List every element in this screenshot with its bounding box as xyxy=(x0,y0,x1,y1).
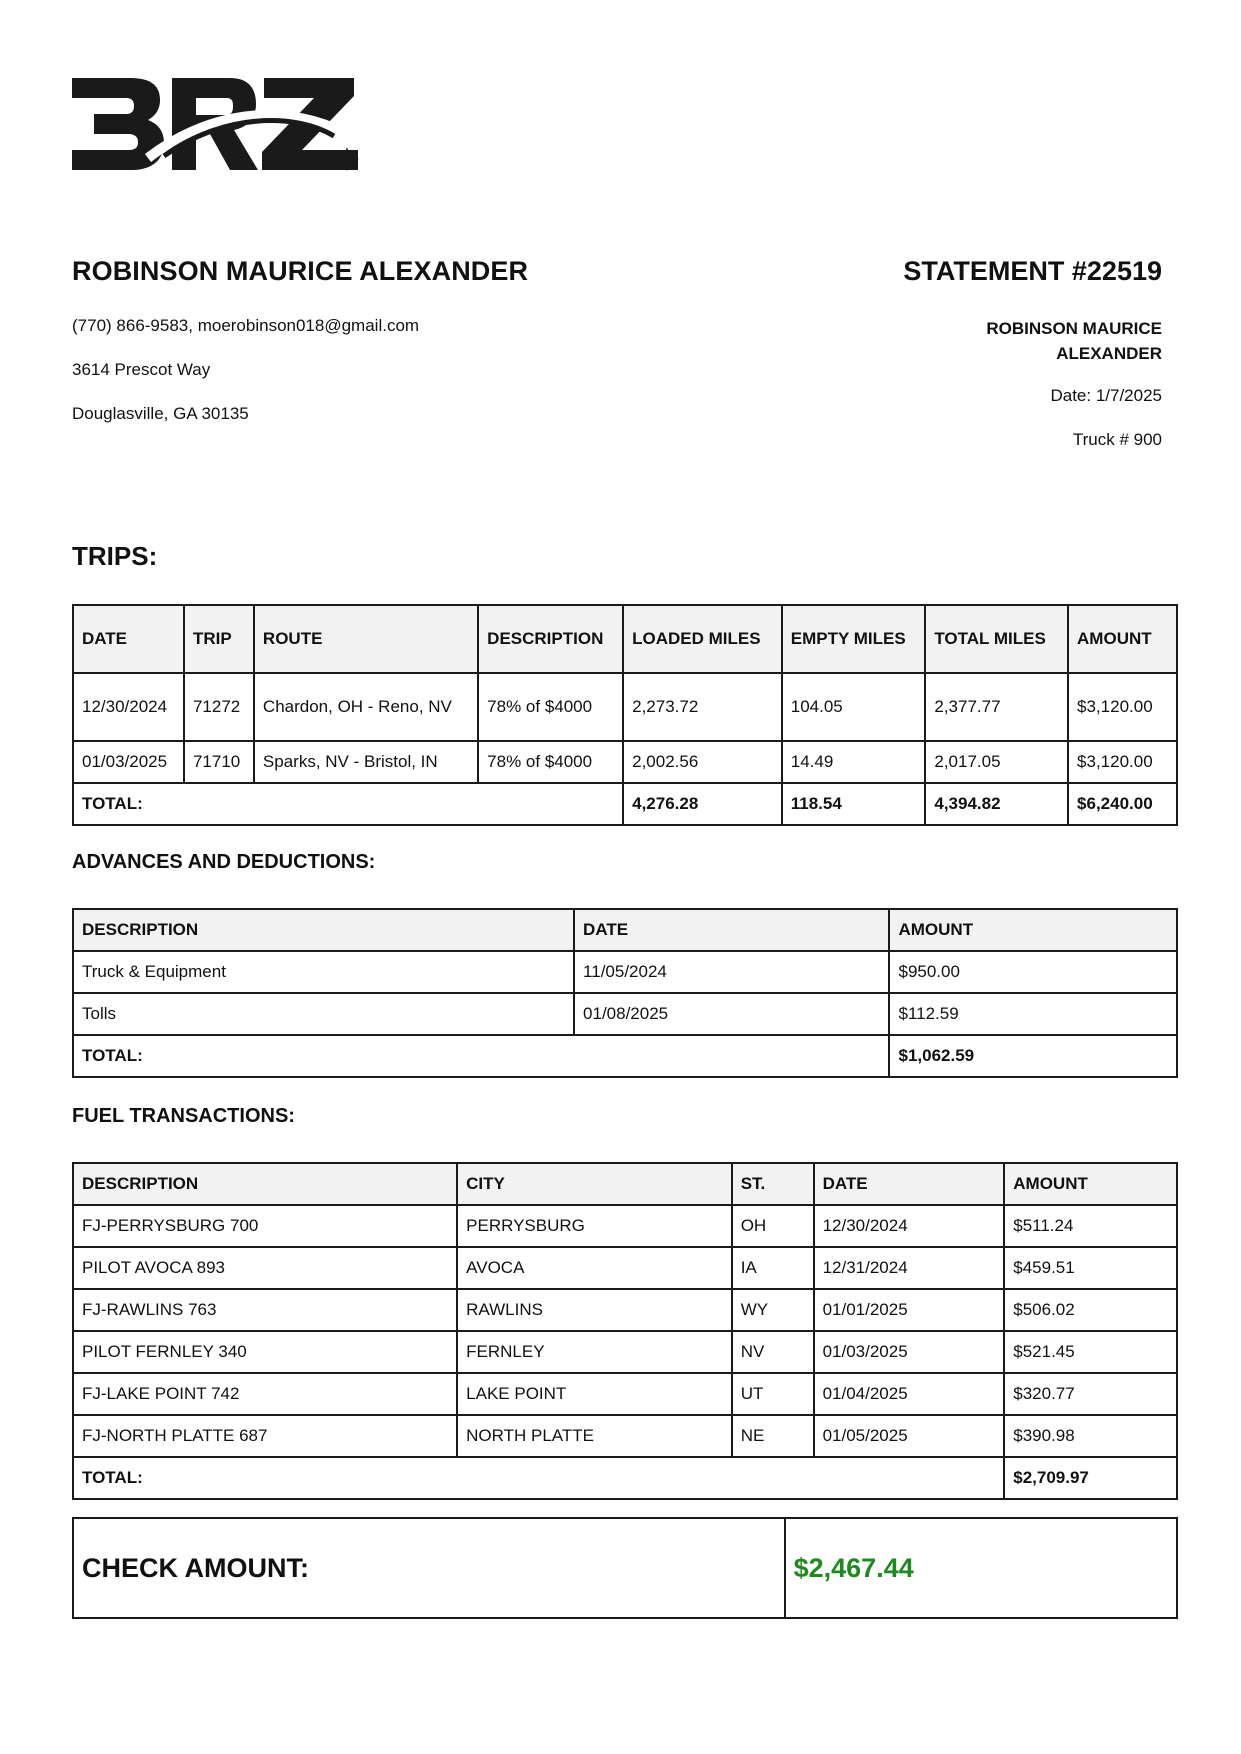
fuel-city: PERRYSBURG xyxy=(457,1205,732,1247)
trip-number: 71272 xyxy=(184,673,254,741)
fuel-description: PILOT AVOCA 893 xyxy=(73,1247,457,1289)
total-row xyxy=(73,1035,1177,1077)
fuel-description: FJ-RAWLINS 763 xyxy=(73,1289,457,1331)
table-header-row xyxy=(73,909,1177,951)
trip-empty-miles: 14.49 xyxy=(782,741,926,783)
statement-number: STATEMENT #22519 xyxy=(903,256,1162,286)
table-row xyxy=(73,1289,1177,1331)
table-row xyxy=(73,1331,1177,1373)
check-amount-label: CHECK AMOUNT: xyxy=(73,1518,785,1618)
trips-heading: TRIPS: xyxy=(72,541,158,571)
trip-date: 01/03/2025 xyxy=(73,741,184,783)
trip-date: 12/30/2024 xyxy=(73,673,184,741)
total-label: TOTAL: xyxy=(73,1035,889,1077)
fuel-city: NORTH PLATTE xyxy=(457,1415,732,1457)
trip-loaded-miles: 2,273.72 xyxy=(623,673,782,741)
column-header: DATE xyxy=(814,1163,1005,1205)
fuel-date: 12/31/2024 xyxy=(814,1247,1005,1289)
statement-truck: Truck # 900 xyxy=(1072,430,1162,449)
advances-heading: ADVANCES AND DEDUCTIONS: xyxy=(72,851,376,873)
fuel-city: AVOCA xyxy=(457,1247,732,1289)
column-header: AMOUNT xyxy=(889,909,1177,951)
fuel-heading: FUEL TRANSACTIONS: xyxy=(72,1105,295,1127)
statement-driver-name: ROBINSON MAURICE ALEXANDER xyxy=(986,319,1162,363)
table-row xyxy=(73,673,1177,741)
trip-description: 78% of $4000 xyxy=(478,741,623,783)
column-header: DESCRIPTION xyxy=(73,909,574,951)
fuel-amount: $521.45 xyxy=(1004,1331,1177,1373)
total-amount: $2,709.97 xyxy=(1004,1457,1177,1499)
trip-total-miles: 2,377.77 xyxy=(925,673,1068,741)
trips-table xyxy=(72,604,1178,826)
driver-address-line1: 3614 Prescot Way xyxy=(72,360,211,379)
fuel-state: NE xyxy=(732,1415,814,1457)
total-empty-miles: 118.54 xyxy=(782,783,926,825)
fuel-amount: $506.02 xyxy=(1004,1289,1177,1331)
table-row xyxy=(73,1205,1177,1247)
column-header: DATE xyxy=(73,605,184,673)
table-header-row xyxy=(73,1163,1177,1205)
deduction-amount: $950.00 xyxy=(889,951,1177,993)
fuel-description: FJ-PERRYSBURG 700 xyxy=(73,1205,457,1247)
column-header: DESCRIPTION xyxy=(478,605,623,673)
deduction-description: Truck & Equipment xyxy=(73,951,574,993)
trip-route: Sparks, NV - Bristol, IN xyxy=(254,741,478,783)
table-row xyxy=(73,741,1177,783)
total-miles: 4,394.82 xyxy=(925,783,1068,825)
table-row xyxy=(73,1247,1177,1289)
total-loaded-miles: 4,276.28 xyxy=(623,783,782,825)
total-label: TOTAL: xyxy=(73,1457,1004,1499)
fuel-amount: $390.98 xyxy=(1004,1415,1177,1457)
total-amount: $6,240.00 xyxy=(1068,783,1177,825)
statement-date: Date: 1/7/2025 xyxy=(1050,386,1162,405)
trip-loaded-miles: 2,002.56 xyxy=(623,741,782,783)
driver-name: ROBINSON MAURICE ALEXANDER xyxy=(72,256,529,286)
total-row xyxy=(73,1457,1177,1499)
fuel-amount: $459.51 xyxy=(1004,1247,1177,1289)
trip-amount: $3,120.00 xyxy=(1068,741,1177,783)
fuel-state: NV xyxy=(732,1331,814,1373)
fuel-description: FJ-LAKE POINT 742 xyxy=(73,1373,457,1415)
deduction-date: 11/05/2024 xyxy=(574,951,889,993)
check-amount-box xyxy=(72,1517,1178,1619)
table-row xyxy=(73,993,1177,1035)
column-header: TRIP xyxy=(184,605,254,673)
total-label: TOTAL: xyxy=(73,783,623,825)
driver-contact: (770) 866-9583, moerobinson018@gmail.com xyxy=(72,316,420,335)
fuel-state: UT xyxy=(732,1373,814,1415)
table-row xyxy=(73,1415,1177,1457)
driver-address-line2: Douglasville, GA 30135 xyxy=(72,404,249,423)
total-amount: $1,062.59 xyxy=(889,1035,1177,1077)
column-header: DESCRIPTION xyxy=(73,1163,457,1205)
fuel-date: 01/03/2025 xyxy=(814,1331,1005,1373)
column-header: EMPTY MILES xyxy=(782,605,926,673)
column-header: AMOUNT xyxy=(1068,605,1177,673)
column-header: DATE xyxy=(574,909,889,951)
trip-route: Chardon, OH - Reno, NV xyxy=(254,673,478,741)
total-row xyxy=(73,783,1177,825)
fuel-date: 01/04/2025 xyxy=(814,1373,1005,1415)
fuel-date: 01/01/2025 xyxy=(814,1289,1005,1331)
fuel-state: IA xyxy=(732,1247,814,1289)
advances-table xyxy=(72,908,1178,1078)
fuel-city: LAKE POINT xyxy=(457,1373,732,1415)
column-header: ST. xyxy=(732,1163,814,1205)
trip-empty-miles: 104.05 xyxy=(782,673,926,741)
column-header: AMOUNT xyxy=(1004,1163,1177,1205)
fuel-table xyxy=(72,1162,1178,1500)
deduction-amount: $112.59 xyxy=(889,993,1177,1035)
table-row xyxy=(73,1373,1177,1415)
check-amount-value: $2,467.44 xyxy=(785,1518,1177,1618)
trip-number: 71710 xyxy=(184,741,254,783)
company-logo xyxy=(72,78,382,190)
fuel-date: 12/30/2024 xyxy=(814,1205,1005,1247)
fuel-city: FERNLEY xyxy=(457,1331,732,1373)
column-header: ROUTE xyxy=(254,605,478,673)
fuel-state: WY xyxy=(732,1289,814,1331)
trip-total-miles: 2,017.05 xyxy=(925,741,1068,783)
fuel-amount: $320.77 xyxy=(1004,1373,1177,1415)
table-row xyxy=(73,951,1177,993)
fuel-amount: $511.24 xyxy=(1004,1205,1177,1247)
column-header: LOADED MILES xyxy=(623,605,782,673)
fuel-description: FJ-NORTH PLATTE 687 xyxy=(73,1415,457,1457)
column-header: TOTAL MILES xyxy=(925,605,1068,673)
fuel-description: PILOT FERNLEY 340 xyxy=(73,1331,457,1373)
fuel-date: 01/05/2025 xyxy=(814,1415,1005,1457)
deduction-description: Tolls xyxy=(73,993,574,1035)
fuel-state: OH xyxy=(732,1205,814,1247)
trip-amount: $3,120.00 xyxy=(1068,673,1177,741)
trip-description: 78% of $4000 xyxy=(478,673,623,741)
fuel-city: RAWLINS xyxy=(457,1289,732,1331)
table-header-row xyxy=(73,605,1177,673)
deduction-date: 01/08/2025 xyxy=(574,993,889,1035)
statement-page xyxy=(72,0,1178,1754)
column-header: CITY xyxy=(457,1163,732,1205)
